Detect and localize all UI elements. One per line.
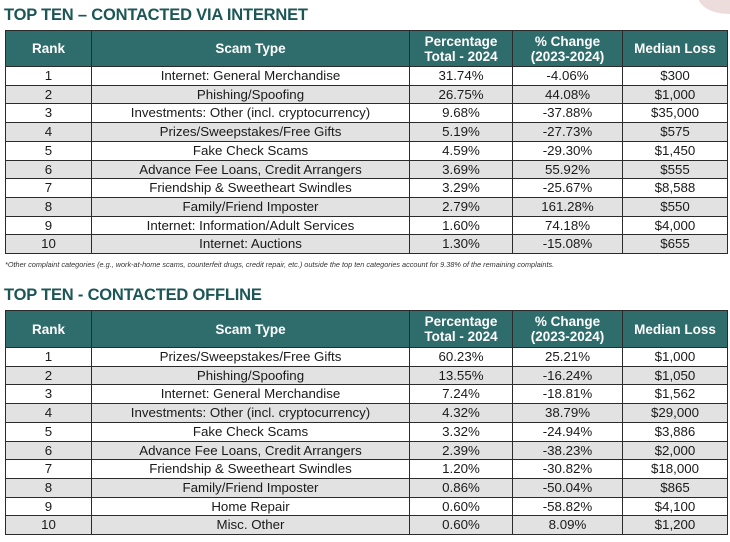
header-rank: Rank xyxy=(6,31,92,67)
header-scam-type: Scam Type xyxy=(92,31,410,67)
header-median-loss: Median Loss xyxy=(623,311,728,348)
table-row xyxy=(6,366,728,385)
change-cell: -27.73% xyxy=(513,123,623,142)
table-row xyxy=(6,197,728,216)
change-cell: -58.82% xyxy=(513,497,623,516)
table-row xyxy=(6,104,728,123)
median-loss-cell: $655 xyxy=(623,235,728,254)
offline-table-body xyxy=(6,348,728,535)
median-loss-cell: $1,050 xyxy=(623,366,728,385)
change-cell: -4.06% xyxy=(513,67,623,86)
change-cell: 74.18% xyxy=(513,216,623,235)
scam-type-cell: Phishing/Spoofing xyxy=(92,85,410,104)
median-loss-cell: $575 xyxy=(623,123,728,142)
scam-type-cell: Friendship & Sweetheart Swindles xyxy=(92,460,410,479)
header-percentage-line2: Total - 2024 xyxy=(424,329,498,344)
median-loss-cell: $1,000 xyxy=(623,85,728,104)
rank-cell: 3 xyxy=(6,385,92,404)
internet-table-body xyxy=(6,67,728,254)
percentage-cell: 0.60% xyxy=(410,497,513,516)
median-loss-cell: $1,450 xyxy=(623,141,728,160)
header-percentage xyxy=(410,311,513,348)
change-cell: -24.94% xyxy=(513,422,623,441)
rank-cell: 9 xyxy=(6,216,92,235)
percentage-cell: 3.29% xyxy=(410,179,513,198)
percentage-cell: 7.24% xyxy=(410,385,513,404)
rank-cell: 1 xyxy=(6,67,92,86)
percentage-cell: 5.19% xyxy=(410,123,513,142)
rank-cell: 5 xyxy=(6,141,92,160)
rank-cell: 10 xyxy=(6,235,92,254)
header-percentage-line1: Percentage xyxy=(424,314,498,329)
percentage-cell: 3.69% xyxy=(410,160,513,179)
median-loss-cell: $4,000 xyxy=(623,216,728,235)
percentage-cell: 60.23% xyxy=(410,348,513,367)
scam-type-cell: Fake Check Scams xyxy=(92,422,410,441)
rank-cell: 9 xyxy=(6,497,92,516)
table-row xyxy=(6,160,728,179)
median-loss-cell: $300 xyxy=(623,67,728,86)
internet-table xyxy=(5,30,728,254)
scam-type-cell: Phishing/Spoofing xyxy=(92,366,410,385)
rank-cell: 6 xyxy=(6,160,92,179)
scam-type-cell: Misc. Other xyxy=(92,516,410,535)
header-percentage-line1: Percentage xyxy=(424,33,498,49)
median-loss-cell: $865 xyxy=(623,478,728,497)
table-row xyxy=(6,179,728,198)
median-loss-cell: $1,562 xyxy=(623,385,728,404)
change-cell: -37.88% xyxy=(513,104,623,123)
change-cell: -18.81% xyxy=(513,385,623,404)
median-loss-cell: $4,100 xyxy=(623,497,728,516)
change-cell: -16.24% xyxy=(513,366,623,385)
change-cell: -25.67% xyxy=(513,179,623,198)
header-change-line2: (2023-2024) xyxy=(530,329,605,344)
rank-cell: 4 xyxy=(6,404,92,423)
change-cell: 8.09% xyxy=(513,516,623,535)
percentage-cell: 31.74% xyxy=(410,67,513,86)
percentage-cell: 0.86% xyxy=(410,478,513,497)
rank-cell: 1 xyxy=(6,348,92,367)
table-row xyxy=(6,422,728,441)
header-median-loss: Median Loss xyxy=(623,31,728,67)
scam-type-cell: Advance Fee Loans, Credit Arrangers xyxy=(92,160,410,179)
rank-cell: 6 xyxy=(6,441,92,460)
table-row xyxy=(6,385,728,404)
offline-section-title: TOP TEN - CONTACTED OFFLINE xyxy=(4,286,262,304)
change-cell: 44.08% xyxy=(513,85,623,104)
scam-type-cell: Family/Friend Imposter xyxy=(92,197,410,216)
percentage-cell: 4.59% xyxy=(410,141,513,160)
median-loss-cell: $8,588 xyxy=(623,179,728,198)
median-loss-cell: $1,200 xyxy=(623,516,728,535)
percentage-cell: 1.60% xyxy=(410,216,513,235)
table-row xyxy=(6,516,728,535)
percentage-cell: 26.75% xyxy=(410,85,513,104)
scam-type-cell: Internet: Information/Adult Services xyxy=(92,216,410,235)
internet-table-header xyxy=(6,31,728,67)
table-row xyxy=(6,497,728,516)
change-cell: -38.23% xyxy=(513,441,623,460)
table-row xyxy=(6,216,728,235)
percentage-cell: 13.55% xyxy=(410,366,513,385)
rank-cell: 7 xyxy=(6,460,92,479)
scam-type-cell: Prizes/Sweepstakes/Free Gifts xyxy=(92,348,410,367)
change-cell: 25.21% xyxy=(513,348,623,367)
header-change xyxy=(513,31,623,67)
header-change-line1: % Change xyxy=(534,33,601,49)
percentage-cell: 9.68% xyxy=(410,104,513,123)
corner-decoration xyxy=(698,0,730,14)
median-loss-cell: $18,000 xyxy=(623,460,728,479)
scam-type-cell: Internet: Auctions xyxy=(92,235,410,254)
table-row xyxy=(6,478,728,497)
scam-type-cell: Investments: Other (incl. cryptocurrency) xyxy=(92,404,410,423)
rank-cell: 5 xyxy=(6,422,92,441)
percentage-cell: 4.32% xyxy=(410,404,513,423)
scam-type-cell: Advance Fee Loans, Credit Arrangers xyxy=(92,441,410,460)
rank-cell: 8 xyxy=(6,478,92,497)
median-loss-cell: $550 xyxy=(623,197,728,216)
scam-type-cell: Prizes/Sweepstakes/Free Gifts xyxy=(92,123,410,142)
scam-type-cell: Fake Check Scams xyxy=(92,141,410,160)
header-percentage-line2: Total - 2024 xyxy=(424,48,498,64)
rank-cell: 10 xyxy=(6,516,92,535)
change-cell: -29.30% xyxy=(513,141,623,160)
change-cell: 161.28% xyxy=(513,197,623,216)
percentage-cell: 2.79% xyxy=(410,197,513,216)
table-row xyxy=(6,348,728,367)
table-row xyxy=(6,67,728,86)
change-cell: -15.08% xyxy=(513,235,623,254)
median-loss-cell: $29,000 xyxy=(623,404,728,423)
scam-type-cell: Investments: Other (incl. cryptocurrency) xyxy=(92,104,410,123)
scam-type-cell: Internet: General Merchandise xyxy=(92,385,410,404)
scam-type-cell: Internet: General Merchandise xyxy=(92,67,410,86)
median-loss-cell: $2,000 xyxy=(623,441,728,460)
table-row xyxy=(6,235,728,254)
internet-section-title: TOP TEN – CONTACTED VIA INTERNET xyxy=(4,6,308,24)
scam-type-cell: Home Repair xyxy=(92,497,410,516)
percentage-cell: 0.60% xyxy=(410,516,513,535)
percentage-cell: 3.32% xyxy=(410,422,513,441)
header-change-line1: % Change xyxy=(534,314,601,329)
scam-type-cell: Friendship & Sweetheart Swindles xyxy=(92,179,410,198)
change-cell: -50.04% xyxy=(513,478,623,497)
table-row xyxy=(6,141,728,160)
offline-table xyxy=(5,310,728,535)
footnote: *Other complaint categories (e.g., work-at-home scams, counterfeit drugs, credit repair, etc.) outside the top ten categories account for 9.38% of the remaining complaints. xyxy=(5,260,555,269)
table-row xyxy=(6,85,728,104)
scam-type-cell: Family/Friend Imposter xyxy=(92,478,410,497)
change-cell: 38.79% xyxy=(513,404,623,423)
percentage-cell: 1.30% xyxy=(410,235,513,254)
rank-cell: 3 xyxy=(6,104,92,123)
median-loss-cell: $3,886 xyxy=(623,422,728,441)
change-cell: -30.82% xyxy=(513,460,623,479)
rank-cell: 7 xyxy=(6,179,92,198)
median-loss-cell: $555 xyxy=(623,160,728,179)
table-row xyxy=(6,404,728,423)
rank-cell: 2 xyxy=(6,366,92,385)
header-change xyxy=(513,311,623,348)
offline-table-header xyxy=(6,311,728,348)
percentage-cell: 1.20% xyxy=(410,460,513,479)
table-row xyxy=(6,123,728,142)
median-loss-cell: $35,000 xyxy=(623,104,728,123)
change-cell: 55.92% xyxy=(513,160,623,179)
rank-cell: 2 xyxy=(6,85,92,104)
header-change-line2: (2023-2024) xyxy=(530,48,605,64)
header-percentage xyxy=(410,31,513,67)
percentage-cell: 2.39% xyxy=(410,441,513,460)
header-rank: Rank xyxy=(6,311,92,348)
table-row xyxy=(6,460,728,479)
rank-cell: 4 xyxy=(6,123,92,142)
rank-cell: 8 xyxy=(6,197,92,216)
median-loss-cell: $1,000 xyxy=(623,348,728,367)
table-row xyxy=(6,441,728,460)
header-scam-type: Scam Type xyxy=(92,311,410,348)
